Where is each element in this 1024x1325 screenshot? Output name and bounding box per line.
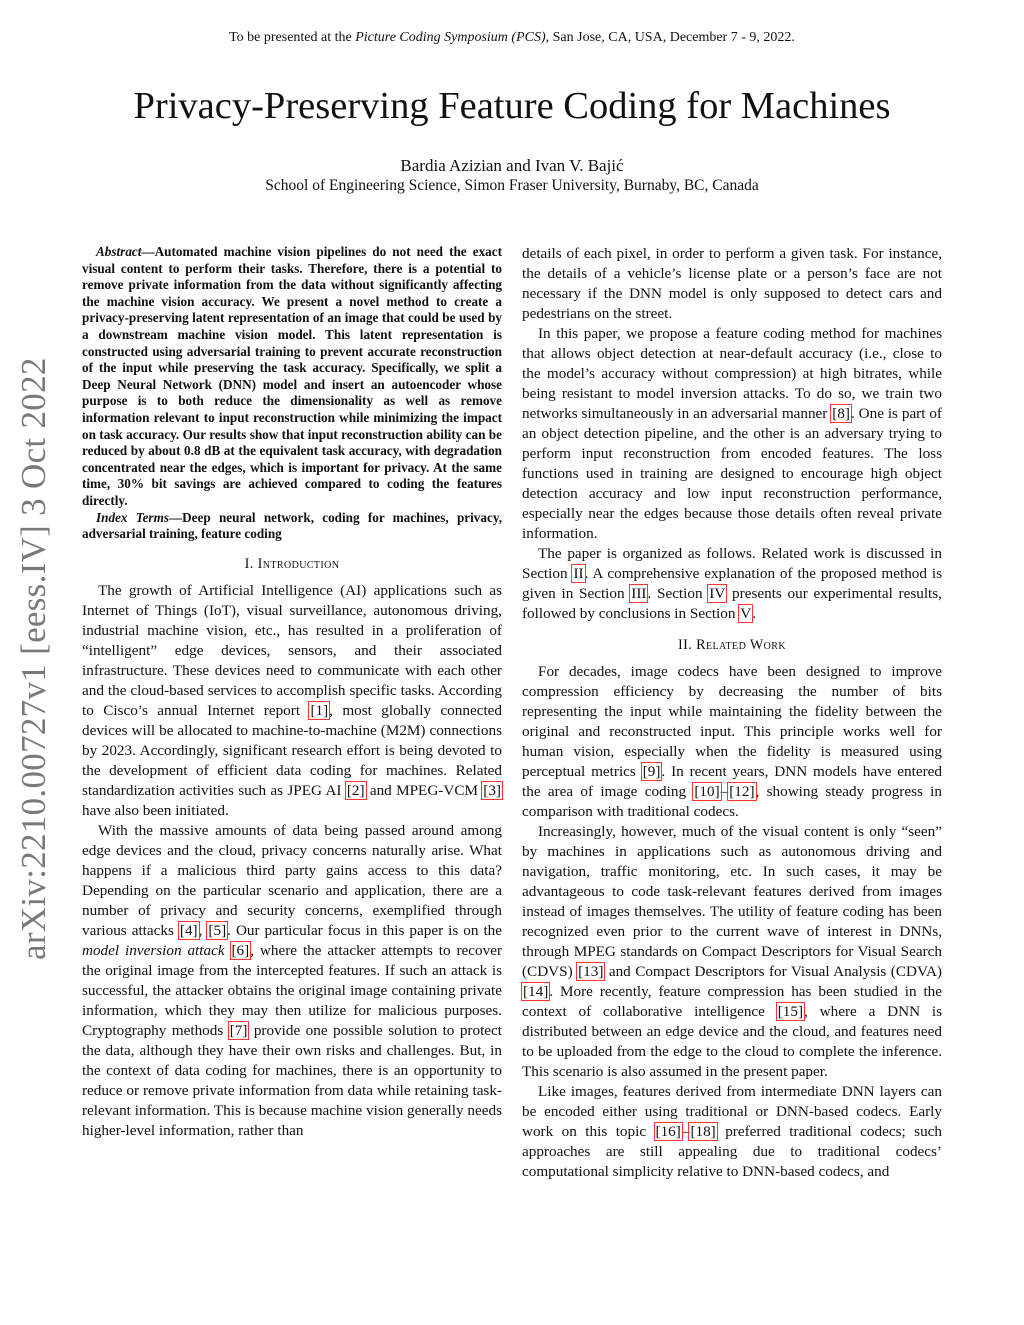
citation-link[interactable]: [1] <box>310 701 329 719</box>
citation-link[interactable]: [14] <box>523 983 549 1000</box>
index-terms <box>82 510 502 543</box>
citation-link[interactable]: [2] <box>346 781 365 799</box>
intro-continuation: details of each pixel, in order to perform a given task. For instance, the details of a vehicle’s license plate or a person’s face are not necessary if the DNN model is only supposed to detect cars and pedestrians on the street. <box>522 245 942 322</box>
index-terms-label: Index Terms <box>96 509 169 525</box>
section-link[interactable]: II <box>573 565 584 582</box>
section-heading-introduction: I. Introduction <box>244 555 340 572</box>
intro-paragraph-3: In this paper, we propose a feature coding method for machines that allows object detection at near-default accuracy (i.e., close to the model’s accuracy without compression) at high bitrates, while being resistant to model inversion attacks. To do so, we train two networks simultaneously in an adversarial manner [8]. One is part of an object detection pipeline, and the other is an adversary trying to perform input reconstruction from encoded features. The loss functions used in training are designed to encourage high object detection accuracy and low input reconstruction performance, especially near the edges because those details often reveal private information. <box>522 325 942 542</box>
abstract-text: —Automated machine vision pipelines do not need the exact visual content to perform their tasks. Therefore, there is a potential to remove private information from the data without significantly affecting the machine vision accuracy. We present a novel method to create a privacy-preserving latent representation of an image that could be used by a downstream machine vision model. This latent representation is constructed using adversarial training to prevent accurate reconstruction of the input while preserving the task accuracy. Specifically, we split a Deep Neural Network (DNN) model and insert an autoencoder whose purpose is to both reduce the dimensionality as well as remove information relevant to input reconstruction while minimizing the impact on task accuracy. Our results show that input reconstruction ability can be reduced by about 0.8 dB at the equivalent task accuracy, with degradation concentrated near the edges, which is important for privacy. At the same time, 30% bit savings are achieved compared to coding the features directly. <box>82 244 502 508</box>
author-affiliation: School of Engineering Science, Simon Fraser University, Burnaby, BC, Canada <box>265 177 759 194</box>
section-link[interactable]: IV <box>709 585 726 602</box>
related-paragraph-1: For decades, image codecs have been designed to improve compression efficiency by decreasing the number of bits representing the input while maintaining the fidelity between the original and reconstructed input. This principle works well for human vision, especially when the fidelity is measured using perceptual metrics [9]. In recent years, DNN models have entered the area of image coding [10]–[12], showing steady progress in comparison with traditional codecs. <box>522 663 942 820</box>
citation-link[interactable]: [18] <box>690 1123 716 1140</box>
notice-venue: Picture Coding Symposium (PCS) <box>355 30 546 45</box>
related-paragraph-2: Increasingly, however, much of the visual content is only “seen” by machines in applications such as autonomous driving and navigation, traffic monitoring, etc. In such cases, it may be advantageous to code task-relevant features derived from images instead of images themselves. The utility of feature coding has been recognized even prior to the current wave of interest in DNNs, through MPEG standards on Compact Descriptors for Visual Search (CDVS) [13] and Compact Descriptors for Visual Analysis (CDVA) [14]. More recently, feature compression has been studied in the context of collaborative intelligence [15], where a DNN is distributed between an edge device and the cloud, and features need to be uploaded from the edge to the cloud to complete the inference. This scenario is also assumed in the present paper. <box>522 823 942 1080</box>
citation-link[interactable]: [8] <box>832 405 850 422</box>
citation-link[interactable]: [9] <box>642 763 661 780</box>
citation-link[interactable]: [13] <box>578 963 604 980</box>
related-paragraph-3: Like images, features derived from intermediate DNN layers can be encoded either using traditional or DNN-based codecs. Early work on this topic [16]–[18] preferred traditional codecs; such approaches are still appealing due to traditional codecs’ computational simplicity relative to DNN-based codecs, and <box>522 1083 942 1180</box>
paper-title: Privacy-Preserving Feature Coding for Machines <box>133 85 891 127</box>
citation-link[interactable]: [3] <box>483 781 501 799</box>
citation-link[interactable]: [6] <box>231 941 250 959</box>
intro-paragraph-2: With the massive amounts of data being passed around among edge devices and the cloud, privacy concerns naturally arise. What happens if a malicious third party gains access to this data? Depending on the particular scenario and application, there are a number of privacy and security concerns, exemplified through various attacks [4], [5]. Our particular focus in this paper is on the model inversion attack [6], where the attacker attempts to recover the original image from the intercepted features. If such an attack is successful, the attacker obtains the original image containing private information, which they may then utilize for malicious purposes. Cryptography methods [7] provide one possible solution to protect the data, although they have their own risks and challenges. But, in the context of data coding for machines, there is an opportunity to reduce or remove private information from data while retaining task-relevant information. This is because machine vision generally needs higher-level information, rather than <box>82 821 503 1139</box>
section-link[interactable]: III <box>631 585 647 602</box>
abstract-label: Abstract <box>96 244 142 259</box>
citation-link[interactable]: [12] <box>729 783 755 800</box>
section-link[interactable]: V <box>740 605 752 622</box>
citation-link[interactable]: [7] <box>229 1021 248 1039</box>
arxiv-identifier: arXiv:2210.00727v1 [eess.IV] 3 Oct 2022 <box>14 357 53 960</box>
intro-paragraph-4: The paper is organized as follows. Related work is discussed in Section II. A comprehensive explanation of the proposed method is given in Section III. Section IV presents our experimental results, followed by conclusions in Section V. <box>522 545 942 622</box>
intro-paragraph-1: The growth of Artificial Intelligence (AI) applications such as Internet of Things (IoT), visual surveillance, autonomous driving, industrial machine vision, etc., has resulted in a proliferation of “intelligent” edge devices, sensors, and their associated infrastructure. These devices need to communicate with each other and the cloud-based services to accomplish specific tasks. According to Cisco’s annual Internet report [1], most globally connected devices will be allocated to machine-to-machine (M2M) connections by 2023. Accordingly, significant research effort is being devoted to the development of efficient data coding for machines. Related standardization activities such as JPEG AI [2] and MPEG-VCM [3] have also been initiated. <box>82 581 502 819</box>
section-heading-related-work: II. Related Work <box>678 637 786 653</box>
index-terms-text: —Deep neural network, coding for machines, privacy, adversarial training, feature coding <box>82 509 503 542</box>
citation-link[interactable]: [4] <box>179 921 198 939</box>
abstract <box>82 244 502 510</box>
author-list: Bardia Azizian and Ivan V. Bajić <box>400 156 624 175</box>
left-column <box>82 244 502 1141</box>
notice-text: To be presented at the <box>229 30 356 45</box>
notice-date: , San Jose, CA, USA, December 7 - 9, 2022. <box>545 30 795 45</box>
citation-link[interactable]: [15] <box>777 1003 804 1020</box>
citation-link[interactable]: [16] <box>655 1123 681 1140</box>
emphasis-term: model inversion attack <box>82 941 225 959</box>
citation-link[interactable]: [5] <box>208 921 227 939</box>
citation-link[interactable]: [10] <box>694 783 720 800</box>
presentation-notice <box>0 30 1024 46</box>
right-column <box>522 244 942 1182</box>
